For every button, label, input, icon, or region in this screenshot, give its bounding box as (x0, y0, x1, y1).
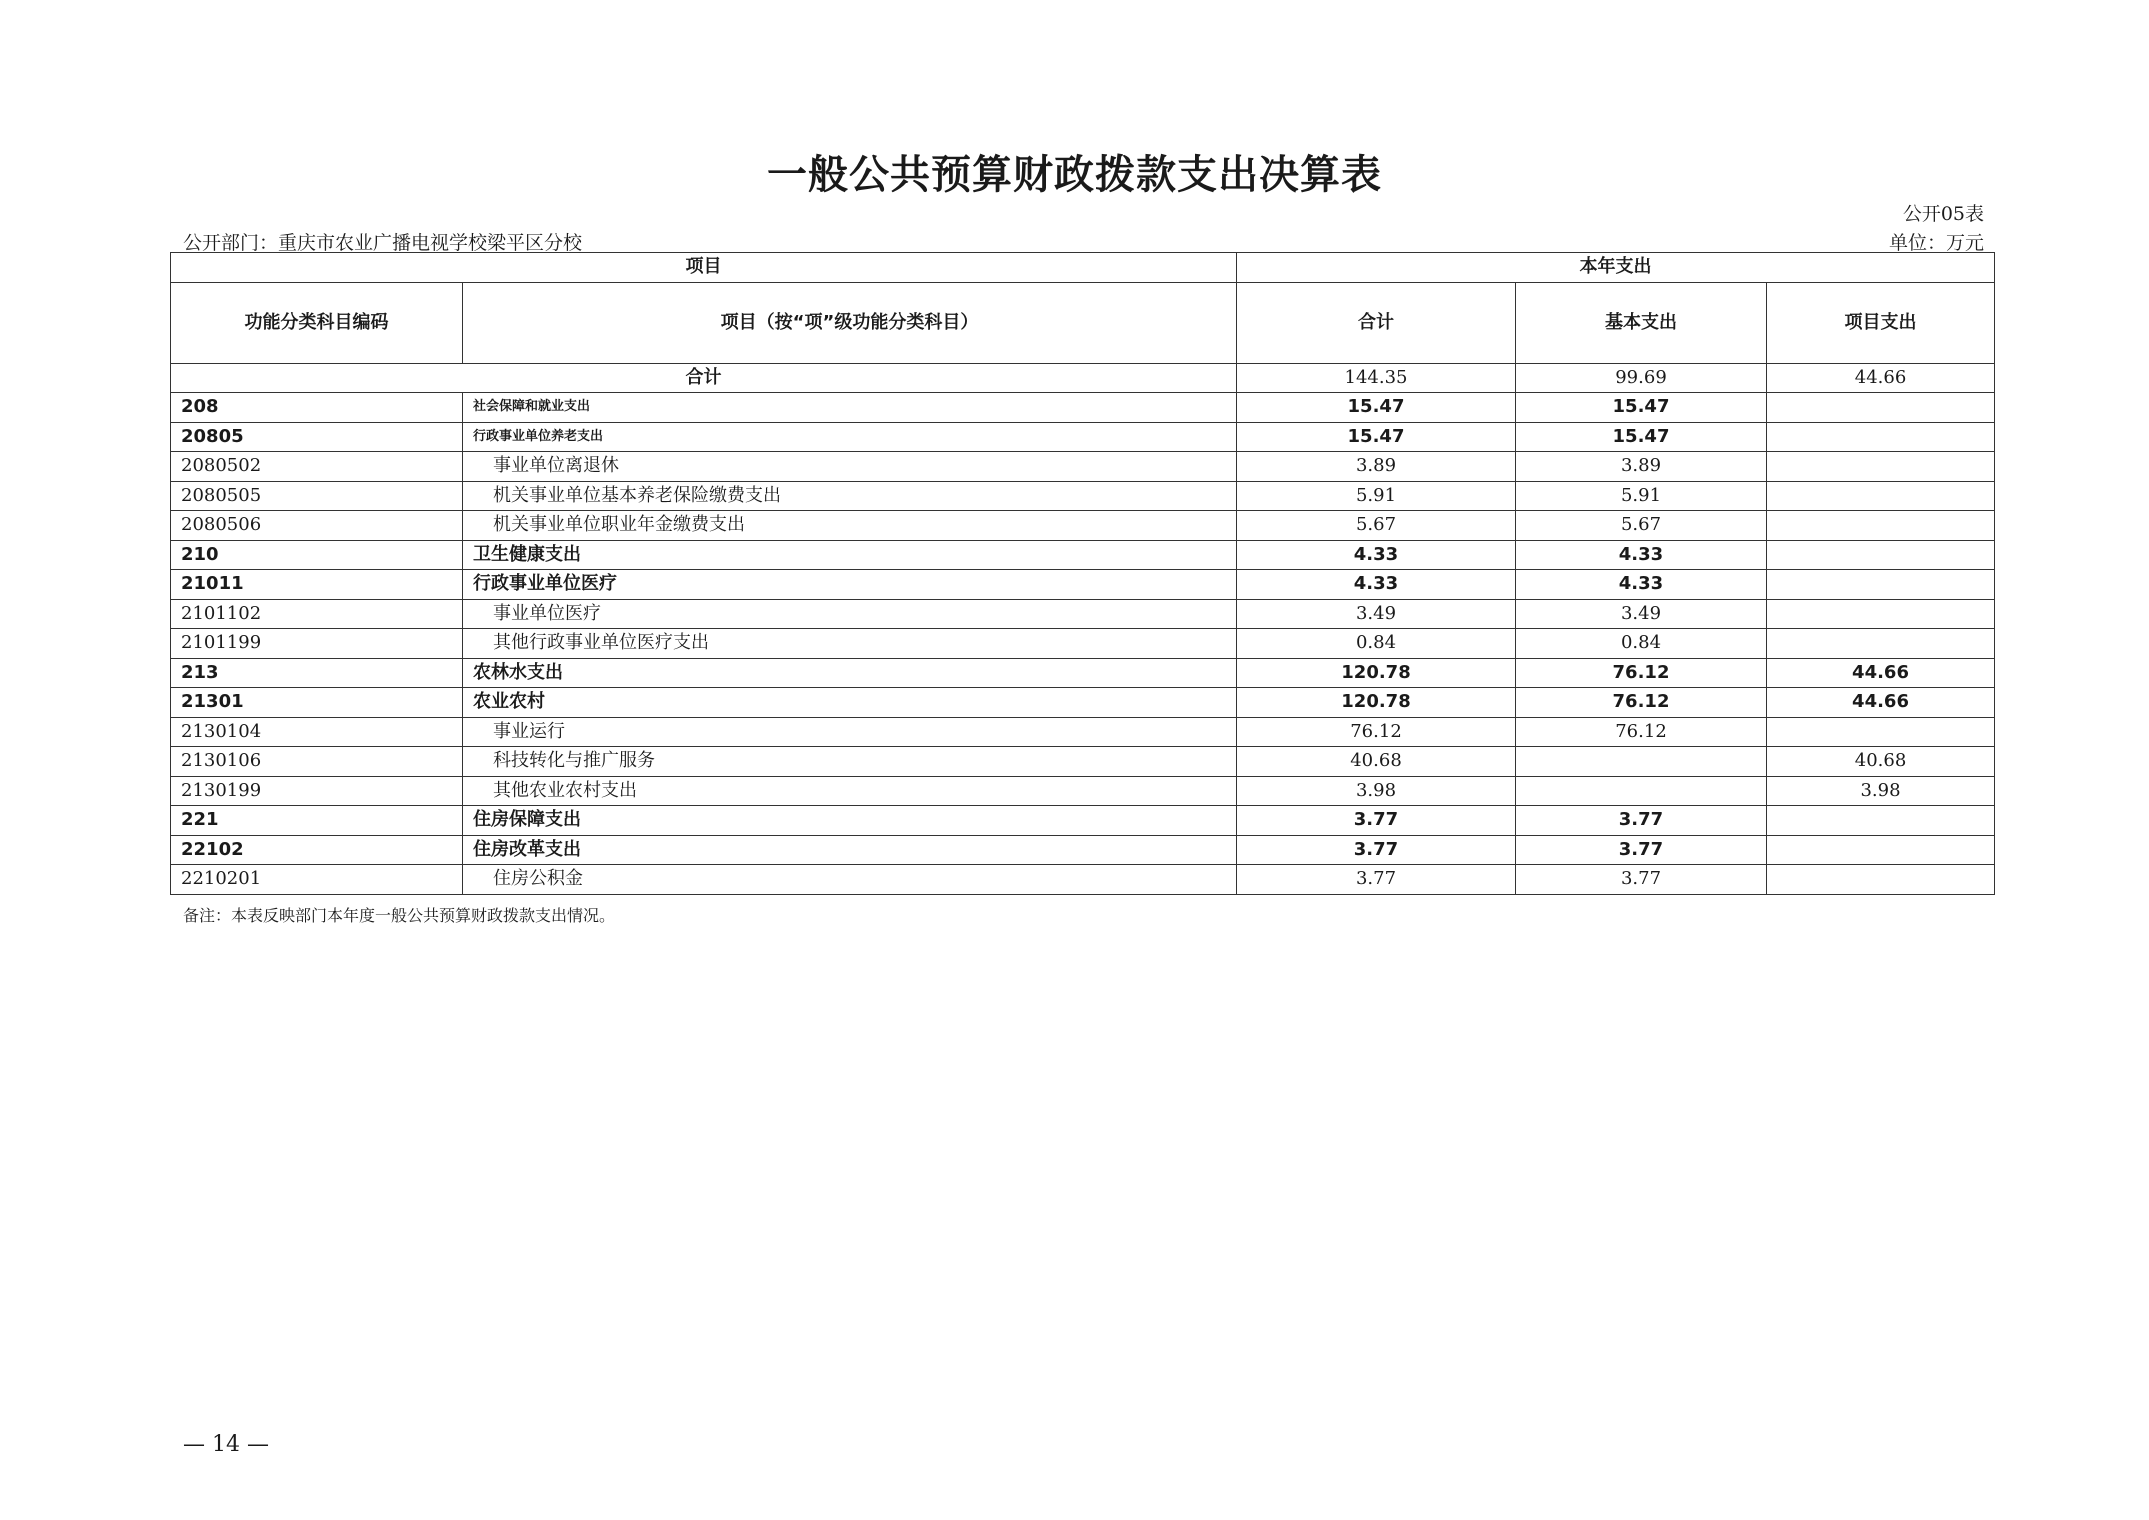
basic-cell: 3.49 (1516, 599, 1767, 629)
expenditure-table (170, 252, 1995, 895)
code-cell: 2101199 (171, 629, 463, 659)
code-cell: 210 (171, 540, 463, 570)
code-cell: 221 (171, 806, 463, 836)
total-cell: 3.77 (1237, 806, 1516, 836)
project-cell: 44.66 (1767, 688, 1995, 718)
total-cell: 3.77 (1237, 865, 1516, 895)
footnote: 备注：本表反映部门本年度一般公共预算财政拨款支出情况。 (183, 906, 616, 925)
basic-cell: 3.77 (1516, 865, 1767, 895)
code-cell: 21011 (171, 570, 463, 600)
table-row (171, 452, 1995, 482)
project-cell: 44.66 (1767, 363, 1995, 393)
total-cell: 15.47 (1237, 422, 1516, 452)
total-cell: 4.33 (1237, 540, 1516, 570)
code-cell: 2210201 (171, 865, 463, 895)
basic-cell: 5.91 (1516, 481, 1767, 511)
total-cell: 3.77 (1237, 835, 1516, 865)
basic-cell: 76.12 (1516, 717, 1767, 747)
code-cell: 2080506 (171, 511, 463, 541)
name-cell: 事业运行 (463, 717, 1237, 747)
total-cell: 120.78 (1237, 658, 1516, 688)
project-cell (1767, 806, 1995, 836)
name-cell: 农林水支出 (463, 658, 1237, 688)
total-cell: 120.78 (1237, 688, 1516, 718)
project-cell (1767, 865, 1995, 895)
name-cell: 农业农村 (463, 688, 1237, 718)
table-row (171, 481, 1995, 511)
header-item: 项目 (171, 253, 1237, 283)
name-cell: 住房公积金 (463, 865, 1237, 895)
name-cell: 事业单位离退休 (463, 452, 1237, 482)
table-row (171, 570, 1995, 600)
table-row (171, 658, 1995, 688)
project-cell: 3.98 (1767, 776, 1995, 806)
basic-cell: 15.47 (1516, 393, 1767, 423)
project-cell (1767, 717, 1995, 747)
code-cell: 2130106 (171, 747, 463, 777)
name-cell: 住房改革支出 (463, 835, 1237, 865)
code-cell: 208 (171, 393, 463, 423)
table-row (171, 629, 1995, 659)
basic-cell: 3.89 (1516, 452, 1767, 482)
total-row (171, 363, 1995, 393)
name-cell: 机关事业单位基本养老保险缴费支出 (463, 481, 1237, 511)
name-cell: 卫生健康支出 (463, 540, 1237, 570)
project-cell (1767, 452, 1995, 482)
code-cell: 20805 (171, 422, 463, 452)
total-label: 合计 (171, 363, 1237, 393)
table-row (171, 540, 1995, 570)
name-cell: 机关事业单位职业年金缴费支出 (463, 511, 1237, 541)
table-row (171, 393, 1995, 423)
column-header-project: 项目支出 (1767, 282, 1995, 363)
table-row (171, 776, 1995, 806)
name-cell: 其他行政事业单位医疗支出 (463, 629, 1237, 659)
basic-cell: 3.77 (1516, 806, 1767, 836)
basic-cell: 5.67 (1516, 511, 1767, 541)
department-label: 公开部门：重庆市农业广播电视学校梁平区分校 (183, 232, 583, 254)
code-cell: 2130104 (171, 717, 463, 747)
column-header-code: 功能分类科目编码 (171, 282, 463, 363)
code-cell: 2080502 (171, 452, 463, 482)
total-cell: 144.35 (1237, 363, 1516, 393)
code-cell: 2130199 (171, 776, 463, 806)
project-cell (1767, 511, 1995, 541)
code-cell: 213 (171, 658, 463, 688)
total-cell: 15.47 (1237, 393, 1516, 423)
table-row (171, 835, 1995, 865)
table-row (171, 511, 1995, 541)
table-row (171, 717, 1995, 747)
code-cell: 22102 (171, 835, 463, 865)
basic-cell: 0.84 (1516, 629, 1767, 659)
basic-cell (1516, 776, 1767, 806)
basic-cell (1516, 747, 1767, 777)
basic-cell: 4.33 (1516, 570, 1767, 600)
project-cell (1767, 570, 1995, 600)
form-number: 公开05表 (1902, 203, 1984, 225)
table-row (171, 422, 1995, 452)
column-header-name: 项目（按“项”级功能分类科目） (463, 282, 1237, 363)
total-cell: 4.33 (1237, 570, 1516, 600)
name-cell: 科技转化与推广服务 (463, 747, 1237, 777)
project-cell (1767, 835, 1995, 865)
basic-cell: 99.69 (1516, 363, 1767, 393)
project-cell (1767, 422, 1995, 452)
table-row (171, 747, 1995, 777)
column-header-basic: 基本支出 (1516, 282, 1767, 363)
project-cell (1767, 393, 1995, 423)
table-row (171, 865, 1995, 895)
total-cell: 5.91 (1237, 481, 1516, 511)
total-cell: 3.98 (1237, 776, 1516, 806)
total-cell: 76.12 (1237, 717, 1516, 747)
basic-cell: 3.77 (1516, 835, 1767, 865)
table-row (171, 688, 1995, 718)
project-cell: 44.66 (1767, 658, 1995, 688)
column-header-total: 合计 (1237, 282, 1516, 363)
basic-cell: 76.12 (1516, 688, 1767, 718)
basic-cell: 4.33 (1516, 540, 1767, 570)
code-cell: 2101102 (171, 599, 463, 629)
project-cell (1767, 481, 1995, 511)
page-title: 一般公共预算财政拨款支出决算表 (767, 152, 1382, 198)
name-cell: 事业单位医疗 (463, 599, 1237, 629)
name-cell: 行政事业单位养老支出 (463, 422, 1237, 452)
project-cell (1767, 599, 1995, 629)
total-cell: 0.84 (1237, 629, 1516, 659)
page-number: — 14 — (183, 1432, 269, 1457)
basic-cell: 76.12 (1516, 658, 1767, 688)
table-row (171, 806, 1995, 836)
name-cell: 社会保障和就业支出 (463, 393, 1237, 423)
total-cell: 3.89 (1237, 452, 1516, 482)
name-cell: 其他农业农村支出 (463, 776, 1237, 806)
total-cell: 3.49 (1237, 599, 1516, 629)
code-cell: 21301 (171, 688, 463, 718)
total-cell: 40.68 (1237, 747, 1516, 777)
code-cell: 2080505 (171, 481, 463, 511)
total-cell: 5.67 (1237, 511, 1516, 541)
project-cell: 40.68 (1767, 747, 1995, 777)
basic-cell: 15.47 (1516, 422, 1767, 452)
table-row (171, 599, 1995, 629)
name-cell: 住房保障支出 (463, 806, 1237, 836)
header-current-year: 本年支出 (1237, 253, 1995, 283)
project-cell (1767, 540, 1995, 570)
project-cell (1767, 629, 1995, 659)
unit-label: 单位：万元 (1888, 232, 1984, 254)
name-cell: 行政事业单位医疗 (463, 570, 1237, 600)
